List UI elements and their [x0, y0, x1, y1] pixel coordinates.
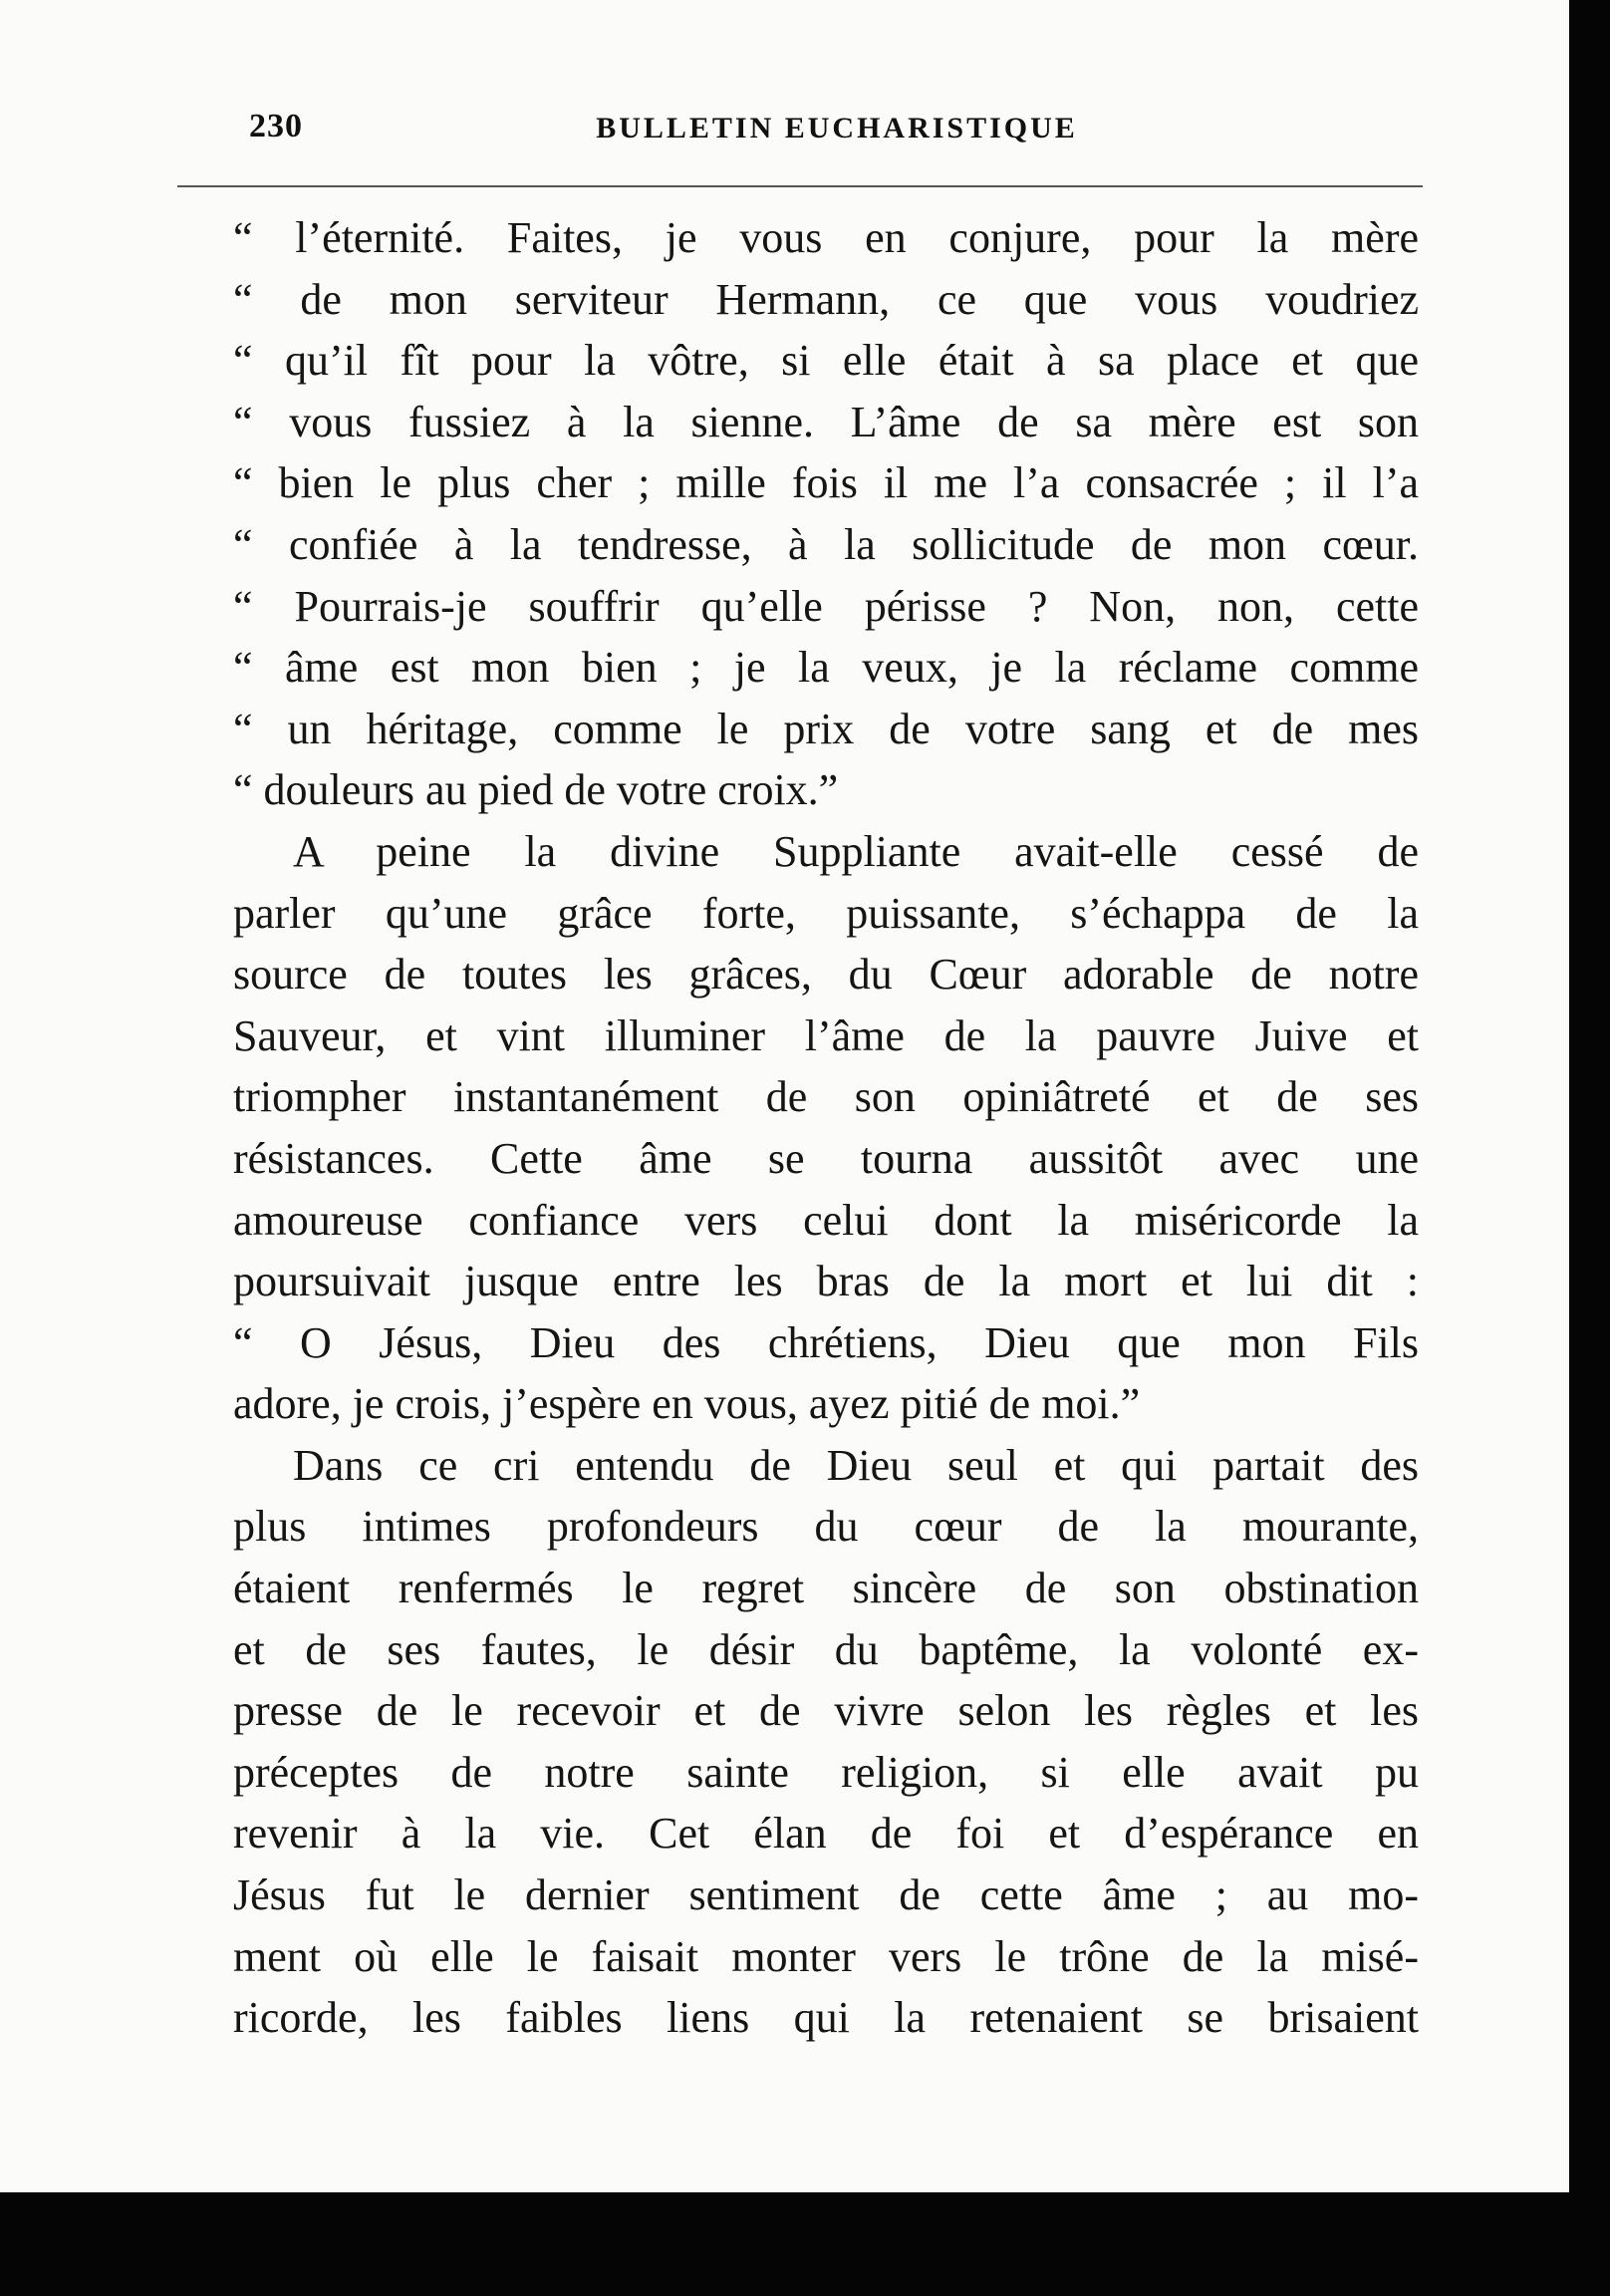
text-line: ricorde, les faibles liens qui la retenaient se brisaient	[233, 1993, 1419, 2043]
text-line: “ de mon serviteur Hermann, ce que vous voudriez	[233, 274, 1419, 324]
text-line: “ bien le plus cher ; mille fois il me l’a consacrée ; il l’a	[233, 458, 1419, 508]
text-line: Jésus fut le dernier sentiment de cette âme ; au mo-	[233, 1870, 1419, 1920]
text-line: A peine la divine Suppliante avait-elle cessé de	[293, 826, 1419, 876]
text-line: parler qu’une grâce forte, puissante, s’échappa de la	[233, 888, 1419, 938]
text-line: poursuivait jusque entre les bras de la mort et lui dit :	[233, 1257, 1419, 1306]
text-line: “ âme est mon bien ; je la veux, je la réclame comme	[233, 643, 1419, 693]
page-number: 230	[249, 108, 303, 144]
running-head: BULLETIN EUCHARISTIQUE	[596, 112, 1078, 144]
text-line: “ vous fussiez à la sienne. L’âme de sa mère est son	[233, 397, 1419, 446]
text-line: résistances. Cette âme se tourna aussitôt avec une	[233, 1133, 1419, 1183]
header-rule	[177, 185, 1423, 187]
text-line: ment où elle le faisait monter vers le trône de la misé-	[233, 1931, 1419, 1981]
text-line: triompher instantanément de son opiniâtreté et de ses	[233, 1072, 1419, 1122]
text-line: revenir à la vie. Cet élan de foi et d’espérance en	[233, 1809, 1419, 1859]
text-line: “ Pourrais-je souffrir qu’elle périsse ? Non, non, cette	[233, 581, 1419, 631]
text-line: étaient renfermés le regret sincère de son obstination	[233, 1564, 1419, 1613]
text-line: préceptes de notre sainte religion, si elle avait pu	[233, 1747, 1419, 1797]
text-line: amoureuse confiance vers celui dont la miséricorde la	[233, 1195, 1419, 1245]
scan-border-right	[1569, 0, 1610, 2296]
text-line: “ O Jésus, Dieu des chrétiens, Dieu que mon Fils	[233, 1317, 1419, 1367]
text-line: plus intimes profondeurs du cœur de la mourante,	[233, 1502, 1419, 1552]
body-text	[233, 207, 1419, 2049]
text-line: “ douleurs au pied de votre croix.”	[233, 765, 839, 815]
text-line: presse de le recevoir et de vivre selon les règles et les	[233, 1686, 1419, 1736]
text-line: source de toutes les grâces, du Cœur adorable de notre	[233, 950, 1419, 1000]
text-line: Dans ce cri entendu de Dieu seul et qui partait des	[293, 1440, 1419, 1490]
text-line: “ l’éternité. Faites, je vous en conjure, pour la mère	[233, 213, 1419, 262]
text-line: et de ses fautes, le désir du baptême, la volonté ex-	[233, 1624, 1419, 1674]
text-line: “ confiée à la tendresse, à la sollicitude de mon cœur.	[233, 519, 1419, 569]
text-line: “ qu’il fît pour la vôtre, si elle était à sa place et que	[233, 336, 1419, 386]
page-header	[249, 108, 1425, 147]
text-line: adore, je crois, j’espère en vous, ayez pitié de moi.”	[233, 1379, 1141, 1429]
scan-border-bottom	[0, 2192, 1610, 2296]
text-line: Sauveur, et vint illuminer l’âme de la pauvre Juive et	[233, 1010, 1419, 1060]
text-line: “ un héritage, comme le prix de votre sang et de mes	[233, 704, 1419, 753]
